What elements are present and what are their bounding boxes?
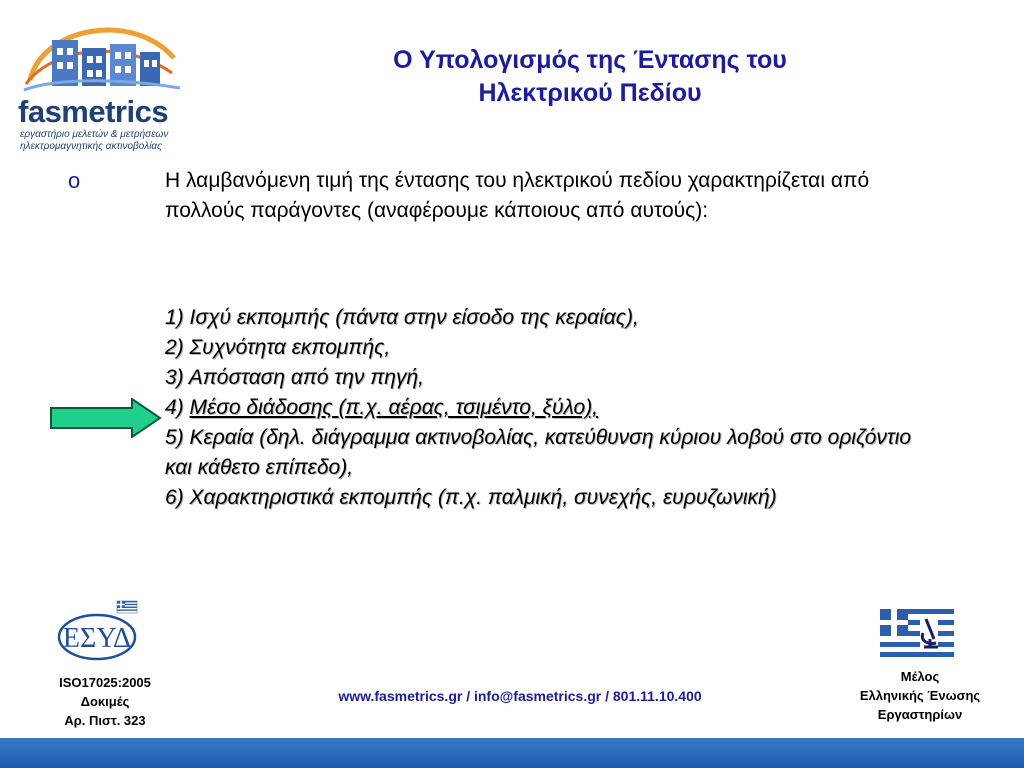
logo-subtitle: ηλεκτρομαγνητικής ακτινοβολίας	[20, 141, 162, 152]
list-item: 6) Χαρακτηριστικά εκπομπής (π.χ. παλμική, συνεχής, ευρυζωνική)	[165, 486, 777, 509]
list-item-number: 4)	[165, 396, 190, 419]
slide-title	[300, 44, 880, 110]
footer-band	[0, 738, 1024, 768]
accreditation-info	[20, 673, 190, 730]
intro-text: Η λαμβανόμενη τιμή της έντασης του ηλεκτρικού πεδίου χαρακτηρίζεται από πολλούς παράγοντες (αναφέρουμε κάποιους από αυτούς):	[165, 169, 870, 222]
contact-info: www.fasmetrics.gr / info@fasmetrics.gr / 801.11.10.400	[338, 688, 702, 704]
accreditation-line: ISO17025:2005	[59, 675, 151, 690]
greek-labs-union-logo	[880, 609, 954, 657]
accreditation-line: Αρ. Πιστ. 323	[64, 713, 146, 728]
fasmetrics-logo	[14, 18, 184, 158]
buildings-icon	[22, 18, 182, 96]
logo-name: fasmetrics	[18, 94, 169, 129]
list-item: 3) Απόσταση από την πηγή,	[165, 366, 424, 389]
logo-subtitle: εργαστήριο μελετών & μετρήσεων	[20, 129, 169, 140]
list-item: 1) Ισχύ εκπομπής (πάντα στην είσοδο της κεραίας),	[165, 306, 639, 329]
bullet-marker: o	[68, 168, 81, 193]
right-arrow-icon	[50, 398, 162, 438]
accreditation-line: Δοκιμές	[80, 694, 130, 709]
membership-info	[820, 667, 1020, 724]
membership-line: Ελληνικής Ένωσης	[859, 688, 981, 703]
membership-line: Εργαστηρίων	[877, 707, 963, 722]
list-item: 5) Κεραία (δηλ. διάγραμμα ακτινοβολίας, κατεύθυνση κύριου λοβού στο οριζόντιο και κάθετο επίπεδο),	[165, 426, 912, 479]
membership-line: Μέλος	[900, 669, 940, 684]
factors-list	[165, 303, 935, 513]
highlighted-factor: Μέσο διάδοσης (π.χ. αέρας, τσιμέντο, ξύλο),	[189, 396, 599, 419]
esyd-logo-text: ΕΣΥΔ	[62, 623, 132, 654]
title-line: Ο Υπολογισμός της Έντασης του	[393, 46, 787, 74]
esyd-logo	[55, 597, 147, 667]
title-line: Ηλεκτρικού Πεδίου	[478, 79, 702, 107]
microscope-icon	[920, 615, 938, 651]
list-item: 2) Συχνότητα εκπομπής,	[165, 336, 391, 359]
list-item	[165, 393, 935, 423]
greek-flag-icon	[117, 601, 137, 613]
